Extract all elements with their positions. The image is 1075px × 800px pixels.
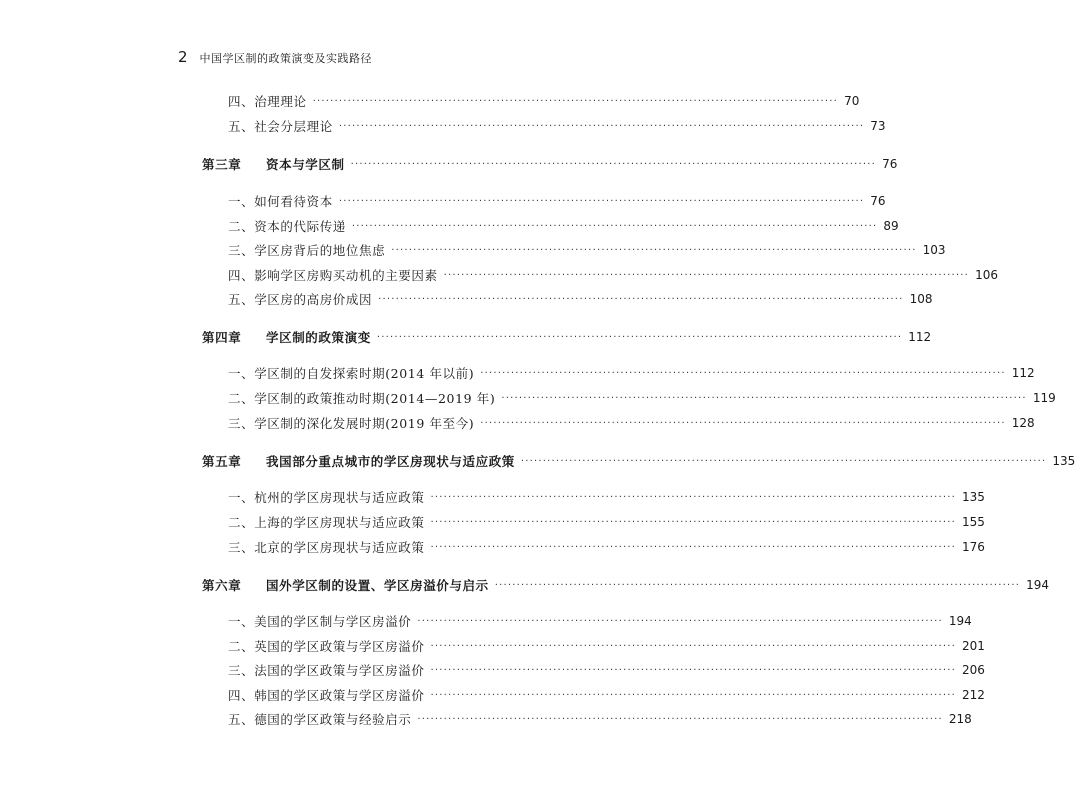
- dot-leader: ························································································································: [376, 331, 903, 343]
- toc-section-entry: [228, 363, 1035, 383]
- toc-entry-title: 一、如何看待资本: [228, 194, 333, 209]
- toc-section-entry: [228, 660, 985, 680]
- dot-leader: ························································································································: [430, 516, 956, 528]
- toc-entry-title: [202, 155, 345, 173]
- dot-leader: ························································································································: [443, 269, 970, 281]
- dot-leader: ························································································································: [378, 293, 904, 305]
- toc-page-number: 135: [961, 490, 985, 504]
- toc-entry-title: [202, 576, 489, 594]
- dot-leader: ························································································································: [501, 392, 1027, 404]
- toc-section-entry: [228, 512, 985, 532]
- toc-page-number: 108: [909, 292, 933, 306]
- toc-page-number: 212: [961, 688, 985, 702]
- chapter-label: 第三章: [202, 157, 242, 172]
- toc-page-number: 73: [870, 119, 886, 133]
- dot-leader: ························································································································: [430, 640, 956, 652]
- toc-entry-title: 三、学区房背后的地位焦虑: [228, 243, 386, 258]
- toc-section-entry: [228, 240, 946, 260]
- toc-section-entry: [228, 611, 972, 631]
- dot-leader: ························································································································: [312, 95, 839, 107]
- page-number: 2: [178, 48, 188, 66]
- toc-page-number: 89: [883, 219, 899, 233]
- toc-entry-title: 四、影响学区房购买动机的主要因素: [228, 268, 438, 283]
- toc-section-entry: [228, 116, 886, 136]
- toc-entry-title: 二、资本的代际传递: [228, 219, 346, 234]
- toc-entry-title: 五、学区房的高房价成因: [228, 292, 373, 307]
- toc-page-number: 76: [870, 194, 886, 208]
- toc-entry-title: [202, 328, 371, 346]
- toc-section-entry: [228, 191, 886, 211]
- dot-leader: ························································································································: [350, 158, 877, 170]
- toc-section-entry: [228, 289, 933, 309]
- toc-page-number: 119: [1032, 391, 1056, 405]
- toc-entry-title: 三、学区制的深化发展时期(2019 年至今): [228, 416, 475, 431]
- chapter-title: 国外学区制的设置、学区房溢价与启示: [266, 578, 489, 593]
- toc-chapter-entry: [202, 327, 932, 347]
- toc-page-number: 155: [961, 515, 985, 529]
- toc-entry-title: 二、上海的学区房现状与适应政策: [228, 515, 425, 530]
- toc-entry-title: [202, 452, 515, 470]
- chapter-label: 第六章: [202, 578, 242, 593]
- toc-entry-title: 三、北京的学区房现状与适应政策: [228, 540, 425, 555]
- dot-leader: ························································································································: [520, 455, 1047, 467]
- toc-entry-title: 一、学区制的自发探索时期(2014 年以前): [228, 366, 475, 381]
- toc-entry-title: 四、韩国的学区政策与学区房溢价: [228, 688, 425, 703]
- dot-leader: ························································································································: [417, 615, 943, 627]
- toc-chapter-entry: [202, 451, 1075, 471]
- toc-page-number: 194: [948, 614, 972, 628]
- toc-page-number: 194: [1026, 578, 1050, 592]
- toc-chapter-entry: [202, 575, 1050, 595]
- toc-page-number: 106: [975, 268, 998, 282]
- toc-chapter-entry: [202, 154, 898, 174]
- dot-leader: ························································································································: [351, 220, 878, 232]
- toc-page-number: 135: [1052, 454, 1075, 468]
- toc-entry-title: 二、英国的学区政策与学区房溢价: [228, 639, 425, 654]
- toc-section-entry: [228, 709, 972, 729]
- toc-entry-title: 三、法国的学区政策与学区房溢价: [228, 663, 425, 678]
- toc-entry-title: 五、社会分层理论: [228, 119, 333, 134]
- chapter-label: 第四章: [202, 330, 242, 345]
- toc-section-entry: [228, 388, 1056, 408]
- toc-section-entry: [228, 265, 998, 285]
- toc-section-entry: [228, 413, 1035, 433]
- chapter-title: 资本与学区制: [266, 157, 345, 172]
- chapter-title: 学区制的政策演变: [266, 330, 371, 345]
- toc-section-entry: [228, 487, 985, 507]
- dot-leader: ························································································································: [430, 491, 956, 503]
- toc-page-number: 201: [961, 639, 985, 653]
- dot-leader: ························································································································: [494, 579, 1021, 591]
- running-title: 中国学区制的政策演变及实践路径: [199, 52, 373, 65]
- dot-leader: ························································································································: [338, 195, 865, 207]
- dot-leader: ························································································································: [430, 664, 956, 676]
- dot-leader: ························································································································: [430, 689, 956, 701]
- toc-entry-title: 一、杭州的学区房现状与适应政策: [228, 490, 425, 505]
- dot-leader: ························································································································: [480, 367, 1006, 379]
- toc-entry-title: 二、学区制的政策推动时期(2014—2019 年): [228, 391, 496, 406]
- toc-page-number: 112: [1011, 366, 1035, 380]
- toc-page-number: 206: [961, 663, 985, 677]
- toc-entry-title: 四、治理理论: [228, 94, 307, 109]
- toc-section-entry: [228, 216, 899, 236]
- dot-leader: ························································································································: [338, 120, 865, 132]
- chapter-label: 第五章: [202, 454, 242, 469]
- toc-section-entry: [228, 636, 985, 656]
- toc-section-entry: [228, 685, 985, 705]
- toc-page-number: 128: [1011, 416, 1035, 430]
- dot-leader: ························································································································: [417, 713, 943, 725]
- dot-leader: ························································································································: [430, 541, 956, 553]
- toc-page-number: 103: [922, 243, 946, 257]
- toc-page-number: 70: [844, 94, 860, 108]
- dot-leader: ························································································································: [480, 417, 1006, 429]
- toc-section-entry: [228, 91, 860, 111]
- chapter-title: 我国部分重点城市的学区房现状与适应政策: [266, 454, 515, 469]
- toc-page-number: 176: [961, 540, 985, 554]
- dot-leader: ························································································································: [391, 244, 917, 256]
- toc-page-number: 112: [908, 330, 932, 344]
- toc-section-entry: [228, 537, 985, 557]
- toc-entry-title: 五、德国的学区政策与经验启示: [228, 712, 412, 727]
- toc-page-number: 218: [948, 712, 972, 726]
- toc-entry-title: 一、美国的学区制与学区房溢价: [228, 614, 412, 629]
- toc-page-number: 76: [882, 157, 898, 171]
